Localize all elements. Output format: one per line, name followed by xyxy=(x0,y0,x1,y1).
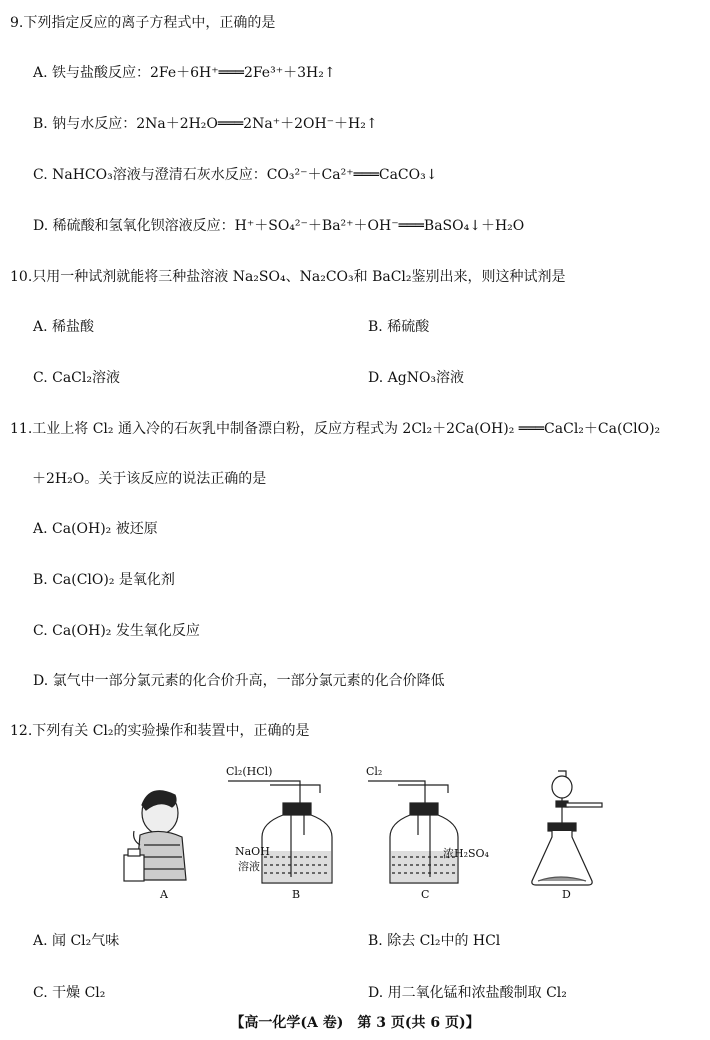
q11-option-b: B. Ca(ClO)₂ 是氧化剂 xyxy=(33,572,175,588)
figure-b-gas-label: Cl₂(HCl) xyxy=(226,765,273,778)
wash-bottle-h2so4-drawing xyxy=(368,781,458,883)
figure-c-gas-label: Cl₂ xyxy=(366,765,383,778)
q11-option-c: C. Ca(OH)₂ 发生氧化反应 xyxy=(33,623,200,639)
page-footer: 【高一化学(A 卷) 第 3 页(共 6 页)】 xyxy=(230,1015,480,1031)
flask-with-funnel-drawing xyxy=(532,771,602,885)
q9-option-d: D. 稀硫酸和氢氧化钡溶液反应：H⁺＋SO₄²⁻＋Ba²⁺＋OH⁻═══BaSO₄↓＋H₂O xyxy=(33,218,525,234)
q12-stem: 12.下列有关 Cl₂的实验操作和装置中，正确的是 xyxy=(10,723,310,739)
q11-option-d: D. 氯气中一部分氯元素的化合价升高，一部分氯元素的化合价降低 xyxy=(33,673,445,689)
figure-b-liquid-label-2: 溶液 xyxy=(238,860,260,873)
q12-figure xyxy=(0,765,710,901)
q11-stem-line1: 11.工业上将 Cl₂ 通入冷的石灰乳中制备漂白粉，反应方程式为 2Cl₂＋2Ca(OH)₂ ═══CaCl₂＋Ca(ClO)₂ xyxy=(10,421,661,437)
figure-label-b: B xyxy=(292,888,301,901)
figure-label-a: A xyxy=(160,888,168,901)
apparatus-figure xyxy=(0,765,710,895)
q10-option-d: D. AgNO₃溶液 xyxy=(368,370,465,386)
figure-c-liquid-label: 浓H₂SO₄ xyxy=(443,847,489,860)
q10-option-c: C. CaCl₂溶液 xyxy=(33,370,120,386)
q9-option-a: A. 铁与盐酸反应：2Fe＋6H⁺═══2Fe³⁺＋3H₂↑ xyxy=(33,65,336,81)
q12-option-d: D. 用二氧化锰和浓盐酸制取 Cl₂ xyxy=(368,985,567,1001)
person-smelling-bottle-drawing xyxy=(124,791,186,881)
figure-label-d: D xyxy=(562,888,571,901)
q11-stem-line2: ＋2H₂O。关于该反应的说法正确的是 xyxy=(32,471,267,487)
q10-option-b: B. 稀硫酸 xyxy=(368,319,430,335)
figure-label-c: C xyxy=(421,888,430,901)
q9-option-b: B. 钠与水反应：2Na＋2H₂O═══2Na⁺＋2OH⁻＋H₂↑ xyxy=(33,116,378,132)
q9-option-c: C. NaHCO₃溶液与澄清石灰水反应：CO₃²⁻＋Ca²⁺═══CaCO₃↓ xyxy=(33,167,438,183)
q12-option-c: C. 干燥 Cl₂ xyxy=(33,985,106,1001)
q11-option-a: A. Ca(OH)₂ 被还原 xyxy=(33,521,158,537)
q12-option-b: B. 除去 Cl₂中的 HCl xyxy=(368,933,501,949)
q12-option-a: A. 闻 Cl₂气味 xyxy=(33,933,120,949)
q9-stem: 9.下列指定反应的离子方程式中，正确的是 xyxy=(10,15,276,31)
figure-b-liquid-label-1: NaOH xyxy=(235,845,270,858)
q10-option-a: A. 稀盐酸 xyxy=(33,319,95,335)
q10-stem: 10.只用一种试剂就能将三种盐溶液 Na₂SO₄、Na₂CO₃和 BaCl₂鉴别出来，则这种试剂是 xyxy=(10,269,566,285)
